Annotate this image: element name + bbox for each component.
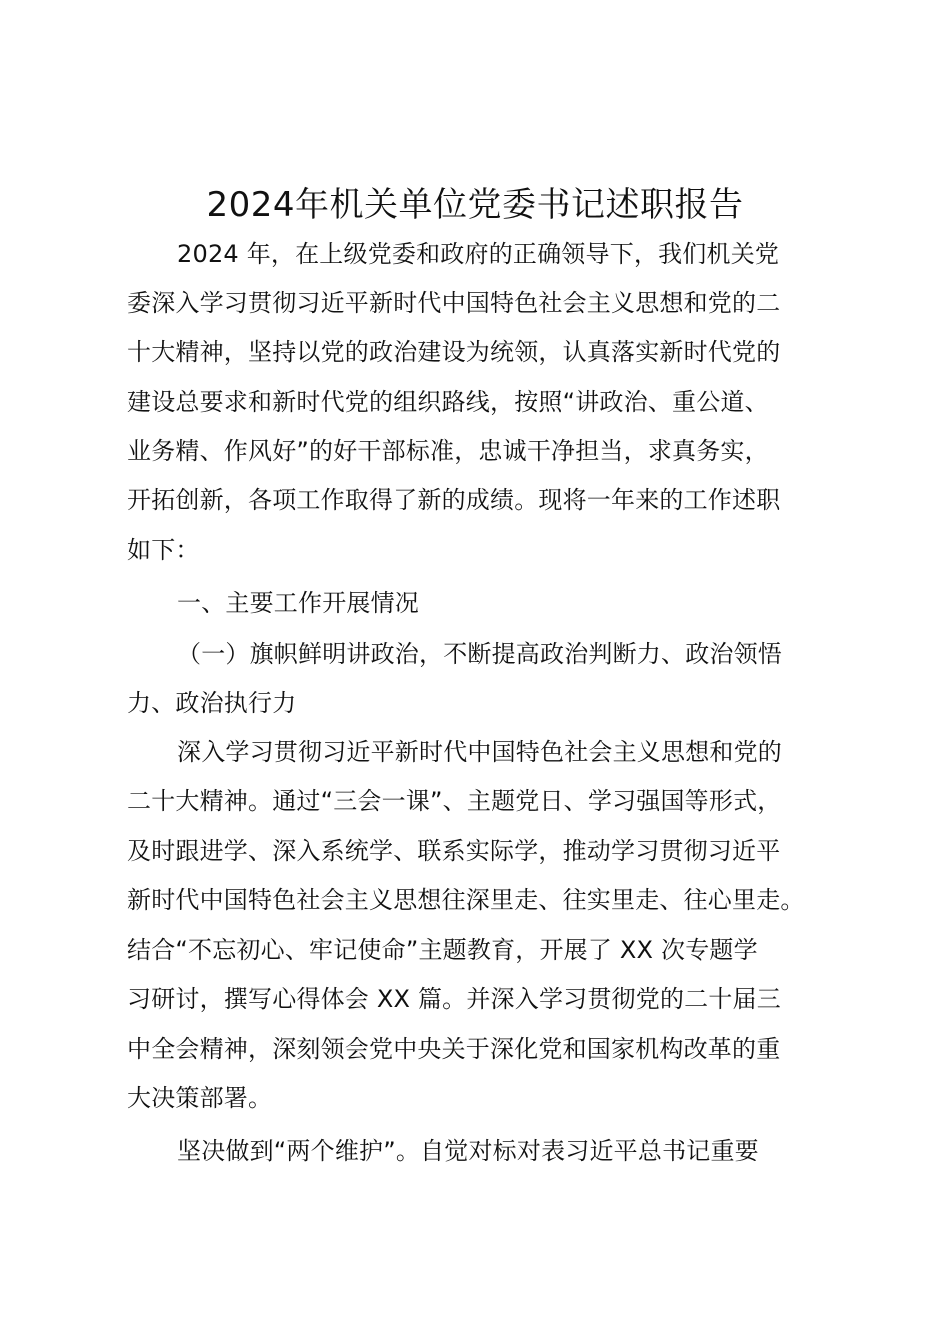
paragraph-line: 及时跟进学、深入系统学、联系实际学，推动学习贯彻习近平 [127,837,781,865]
paragraph-line: 结合“不忘初心、牢记使命”主题教育，开展了 XX 次专题学 [127,936,758,964]
document-title: 2024年机关单位党委书记述职报告 [206,185,744,225]
paragraph-line: 新时代中国特色社会主义思想往深里走、往实里走、往心里走。 [127,886,805,914]
section-heading: 一、主要工作开展情况 [177,589,419,617]
paragraph-line: 大决策部署。 [127,1084,273,1112]
paragraph-line: 坚决做到“两个维护”。自觉对标对表习近平总书记重要 [177,1137,759,1165]
paragraph-line: 如下： [127,536,200,564]
paragraph-line: 业务精、作风好”的好干部标准，忠诚干净担当，求真务实， [127,437,769,465]
paragraph-line: 建设总要求和新时代党的组织路线，按照“讲政治、重公道、 [127,388,769,416]
paragraph-line: 十大精神，坚持以党的政治建设为统领，认真落实新时代党的 [127,338,781,366]
paragraph-line: 习研讨，撰写心得体会 XX 篇。并深入学习贯彻党的二十届三 [127,985,781,1013]
subsection-heading: 力、政治执行力 [127,689,297,717]
paragraph-line: 开拓创新，各项工作取得了新的成绩。现将一年来的工作述职 [127,486,781,514]
paragraph-line: 中全会精神，深刻领会党中央关于深化党和国家机构改革的重 [127,1035,781,1063]
paragraph-line: 二十大精神。通过“三会一课”、主题党日、学习强国等形式， [127,787,782,815]
subsection-heading: （一）旗帜鲜明讲政治，不断提高政治判断力、政治领悟 [177,640,782,668]
paragraph-line: 2024 年，在上级党委和政府的正确领导下，我们机关党 [177,240,780,268]
paragraph-line: 委深入学习贯彻习近平新时代中国特色社会主义思想和党的二 [127,289,781,317]
paragraph-line: 深入学习贯彻习近平新时代中国特色社会主义思想和党的 [177,738,782,766]
